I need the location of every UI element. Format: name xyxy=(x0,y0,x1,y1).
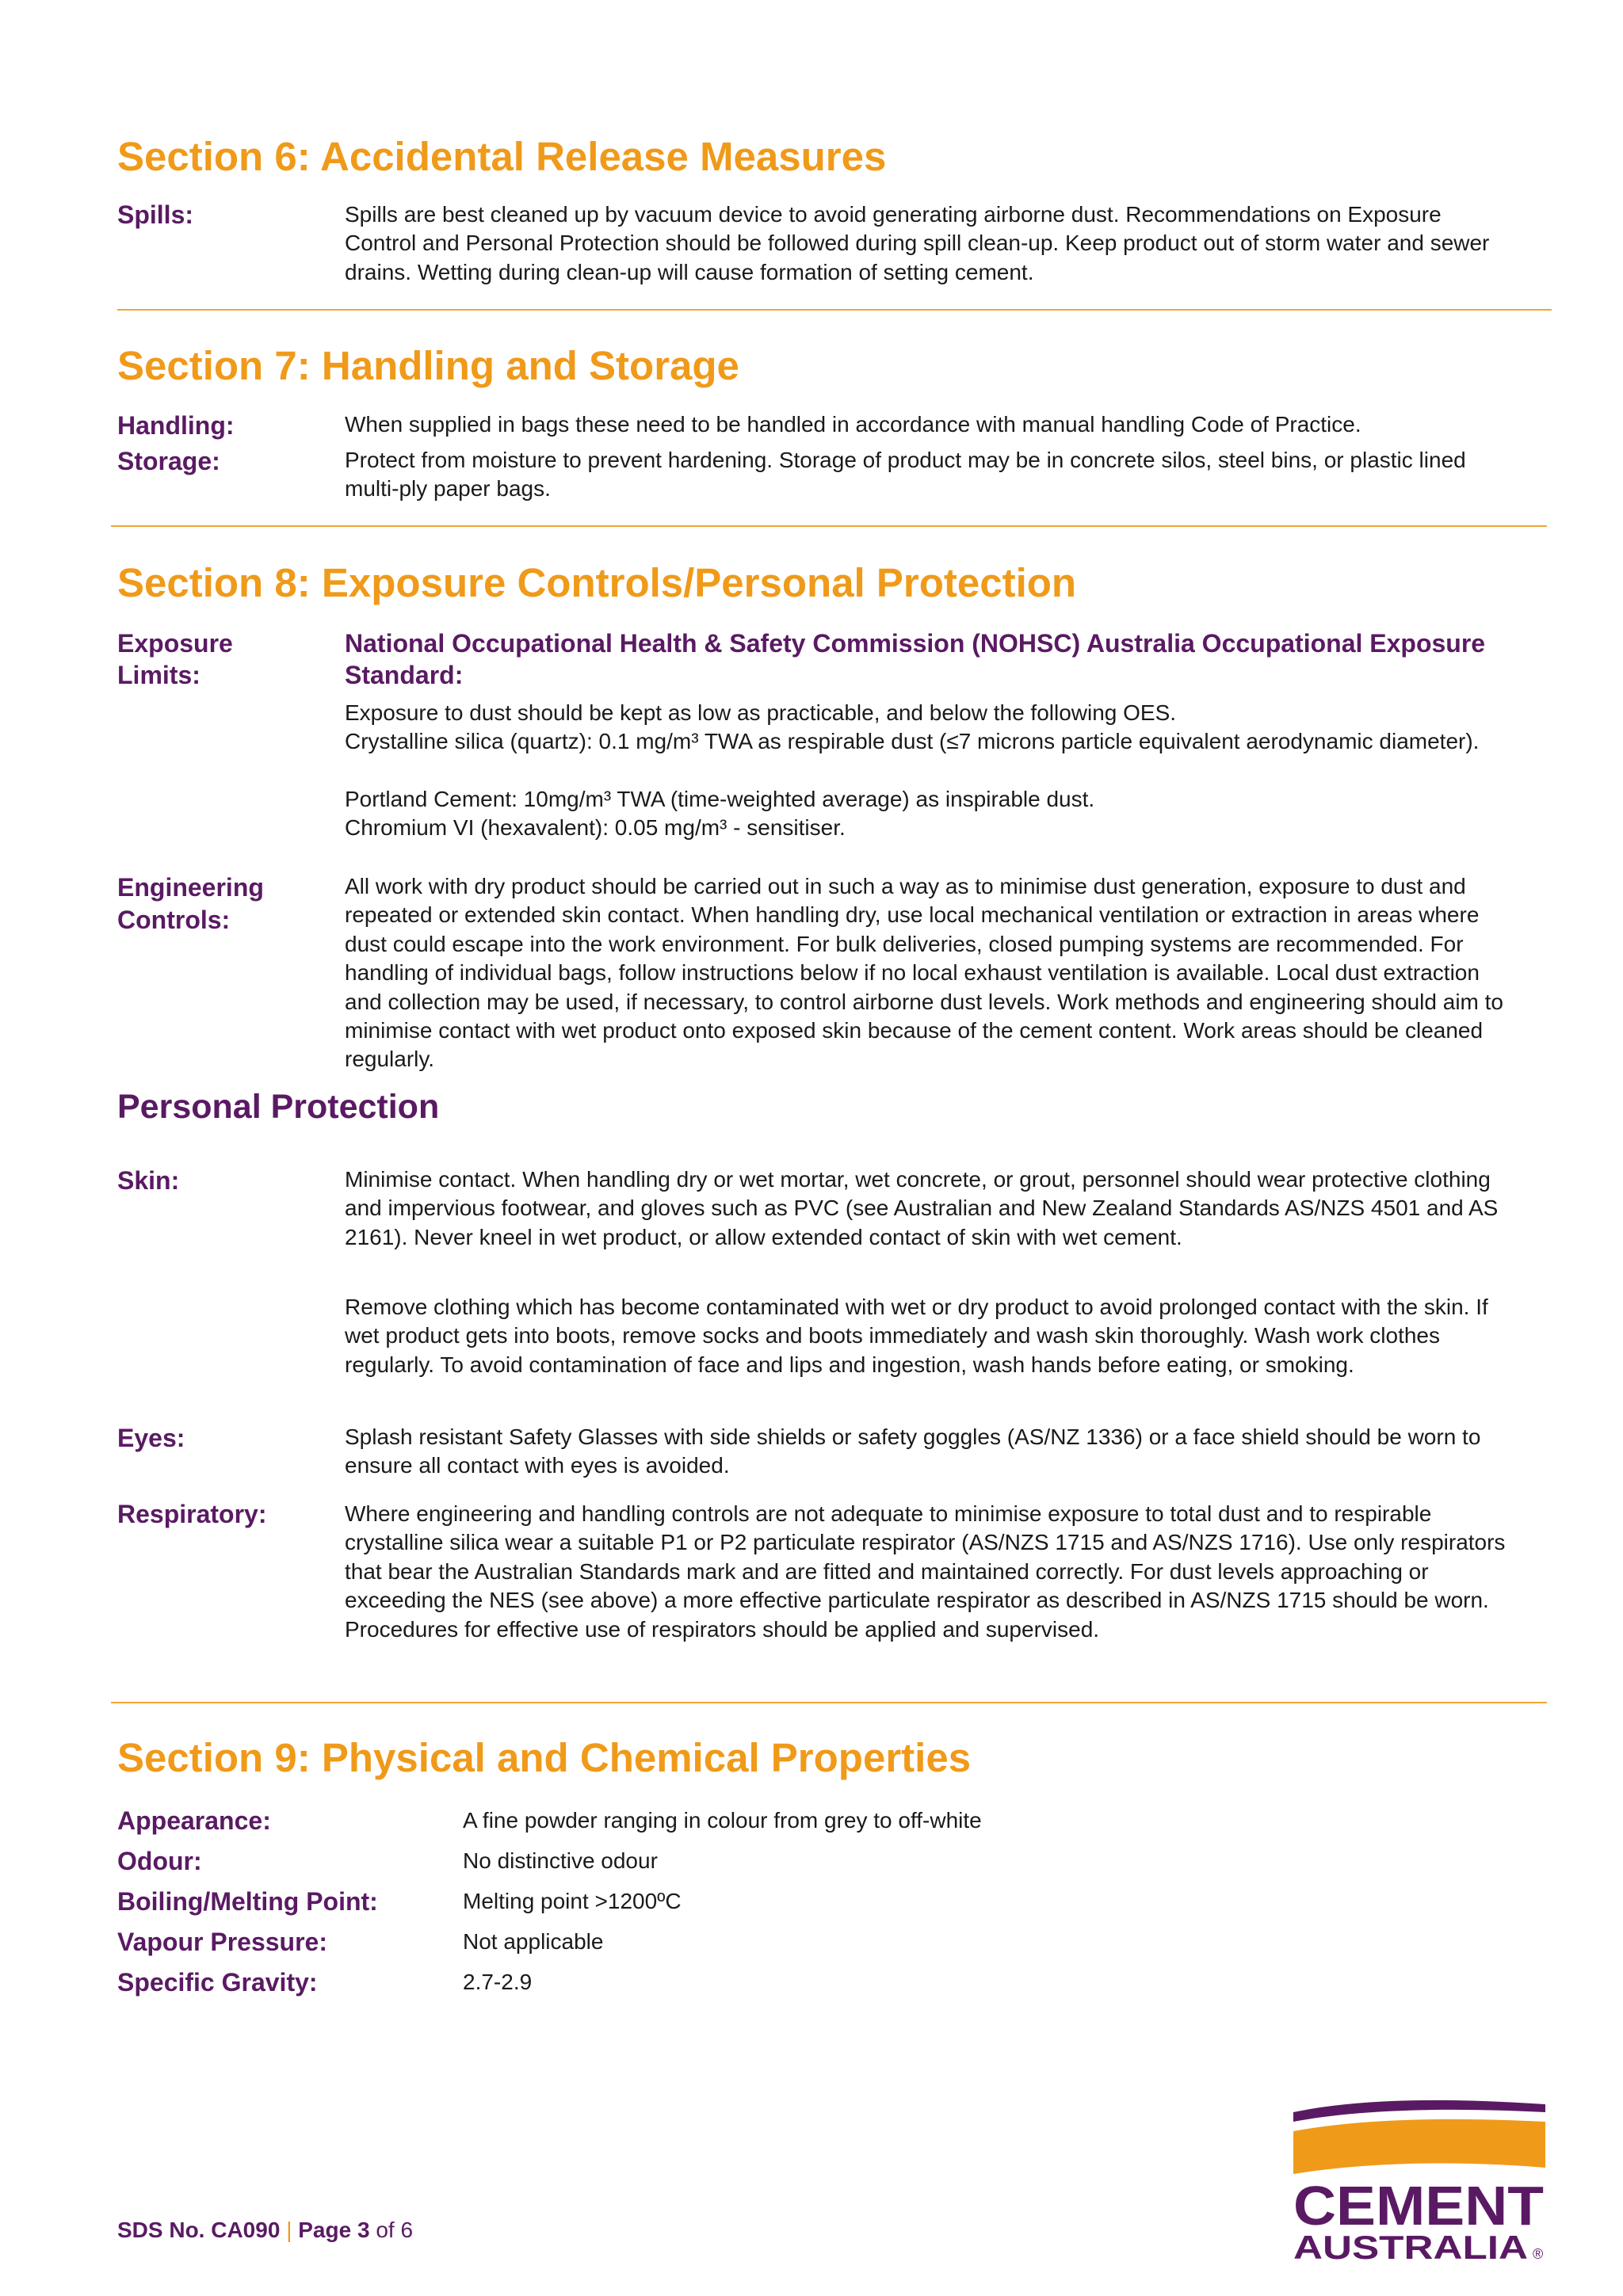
logo-registered-mark: ® xyxy=(1533,2246,1544,2262)
spills-text: Spills are best cleaned up by vacuum device to avoid generating airborne dust. Recommendations on Exposure Control and Personal Protection should be followed during spill clean-up. Keep product out of storm water and sewer drains. Wetting during clean-up will cause formation of setting cement. xyxy=(345,202,1490,284)
respiratory-label: Respiratory: xyxy=(117,1500,267,1528)
page-current: 3 xyxy=(357,2218,370,2242)
handling-label: Handling: xyxy=(117,411,235,440)
exposure-line-3: Portland Cement: 10mg/m³ TWA (time-weighted average) as inspirable dust. xyxy=(345,787,1095,811)
exposure-label-line-2: Limits: xyxy=(117,661,200,689)
logo-cement-text: CEMENT xyxy=(1293,2175,1544,2237)
section-8-title: Section 8: Exposure Controls/Personal Protection xyxy=(117,560,1077,605)
property-label: Boiling/Melting Point: xyxy=(117,1887,378,1916)
handling-text: When supplied in bags these need to be handled in accordance with manual handling Code of Practice. xyxy=(345,412,1361,437)
property-value: Not applicable xyxy=(463,1929,604,1954)
property-label: Appearance: xyxy=(117,1806,271,1835)
skin-text-1: Minimise contact. When handling dry or wet mortar, wet concrete, or grout, personnel should wear protective clothing and impervious footwear, and gloves such as PVC (see Australian and New Zealand Standards AS/NZS 4501 and AS 2161). Never kneel in wet product, or allow extended contact of skin with wet cement. xyxy=(345,1167,1499,1249)
logo-australia-text: AUSTRALIA xyxy=(1293,2229,1528,2266)
skin-label: Skin: xyxy=(117,1166,180,1195)
property-label: Specific Gravity: xyxy=(117,1968,318,1997)
section-6-title: Section 6: Accidental Release Measures xyxy=(117,134,887,179)
logo-purple-swoosh-icon xyxy=(1293,2100,1545,2122)
property-value: Melting point >1200ºC xyxy=(463,1889,682,1913)
section-divider xyxy=(111,1702,1547,1703)
footer-separator: | xyxy=(286,2218,292,2242)
exposure-line-1: Exposure to dust should be kept as low as practicable, and below the following OES. xyxy=(345,700,1177,725)
cement-australia-logo xyxy=(1290,2098,1552,2268)
logo-orange-swoosh-icon xyxy=(1293,2119,1545,2174)
exposure-line-4: Chromium VI (hexavalent): 0.05 mg/m³ - sensitiser. xyxy=(345,815,846,840)
property-label: Vapour Pressure: xyxy=(117,1928,327,1956)
section-divider xyxy=(117,309,1552,311)
eyes-label: Eyes: xyxy=(117,1424,185,1452)
property-value: A fine powder ranging in colour from grey to off-white xyxy=(463,1808,982,1833)
page-word: Page xyxy=(298,2218,352,2242)
property-label: Odour: xyxy=(117,1847,202,1875)
footer xyxy=(117,2216,413,2245)
exposure-standard-heading: National Occupational Health & Safety Commission (NOHSC) Australia Occupational Exposure Standard: xyxy=(345,629,1486,689)
personal-protection-title: Personal Protection xyxy=(117,1088,440,1126)
respiratory-text: Where engineering and handling controls are not adequate to minimise exposure to total dust and to respirable crystalline silica wear a suitable P1 or P2 particulate respirator (AS/NZS 1715 and AS/NZS 1716). Use only respirators that bear the Australian Standards mark and are fitted and maintained correctly. For dust levels approaching or exceeding the NES (see above) a more effective particulate respirator as described in AS/NZS 1715 should be worn. Procedures for effective use of respirators should be applied and supervised. xyxy=(345,1501,1506,1642)
section-7-title: Section 7: Handling and Storage xyxy=(117,343,739,388)
section-9-title: Section 9: Physical and Chemical Properties xyxy=(117,1735,972,1780)
engineering-label-line-2: Controls: xyxy=(117,906,231,934)
storage-text: Protect from moisture to prevent hardening. Storage of product may be in concrete silos, steel bins, or plastic lined multi-ply paper bags. xyxy=(345,448,1466,502)
property-value: 2.7-2.9 xyxy=(463,1970,533,1994)
engineering-text: All work with dry product should be carried out in such a way as to minimise dust generation, exposure to dust and repeated or extended skin contact. When handling dry, use local mechanical ventilation or extraction in areas where dust could escape into the work environment. For bulk deliveries, closed pumping systems are recommended. For handling of individual bags, follow instructions below if no local exhaust ventilation is available. Local dust extraction and collection may be used, if necessary, to control airborne dust levels. Work methods and engineering should aim to minimise contact with wet product onto exposed skin because of the cement content. Work areas should be cleaned regularly. xyxy=(345,874,1503,1072)
property-value: No distinctive odour xyxy=(463,1848,658,1873)
eyes-text: Splash resistant Safety Glasses with side shields or safety goggles (AS/NZ 1336) or a face shield should be worn to ensure all contact with eyes is avoided. xyxy=(345,1425,1481,1478)
section-divider xyxy=(111,525,1547,527)
spills-label: Spills: xyxy=(117,200,194,229)
storage-label: Storage: xyxy=(117,447,220,475)
skin-text-2: Remove clothing which has become contaminated with wet or dry product to avoid prolonged contact with the skin. If wet product gets into boots, remove socks and boots immediately and wash skin thoroughly. Wash work clothes regularly. To avoid contamination of face and lips and ingestion, wash hands before eating, or smoking. xyxy=(345,1295,1488,1377)
exposure-label-line-1: Exposure xyxy=(117,629,233,658)
exposure-line-2: Crystalline silica (quartz): 0.1 mg/m³ TWA as respirable dust (≤7 microns particle equivalent aerodynamic diameter). xyxy=(345,729,1480,753)
engineering-label-line-1: Engineering xyxy=(117,873,264,902)
page-total: of 6 xyxy=(376,2218,414,2242)
sds-number: SDS No. CA090 xyxy=(117,2218,281,2242)
